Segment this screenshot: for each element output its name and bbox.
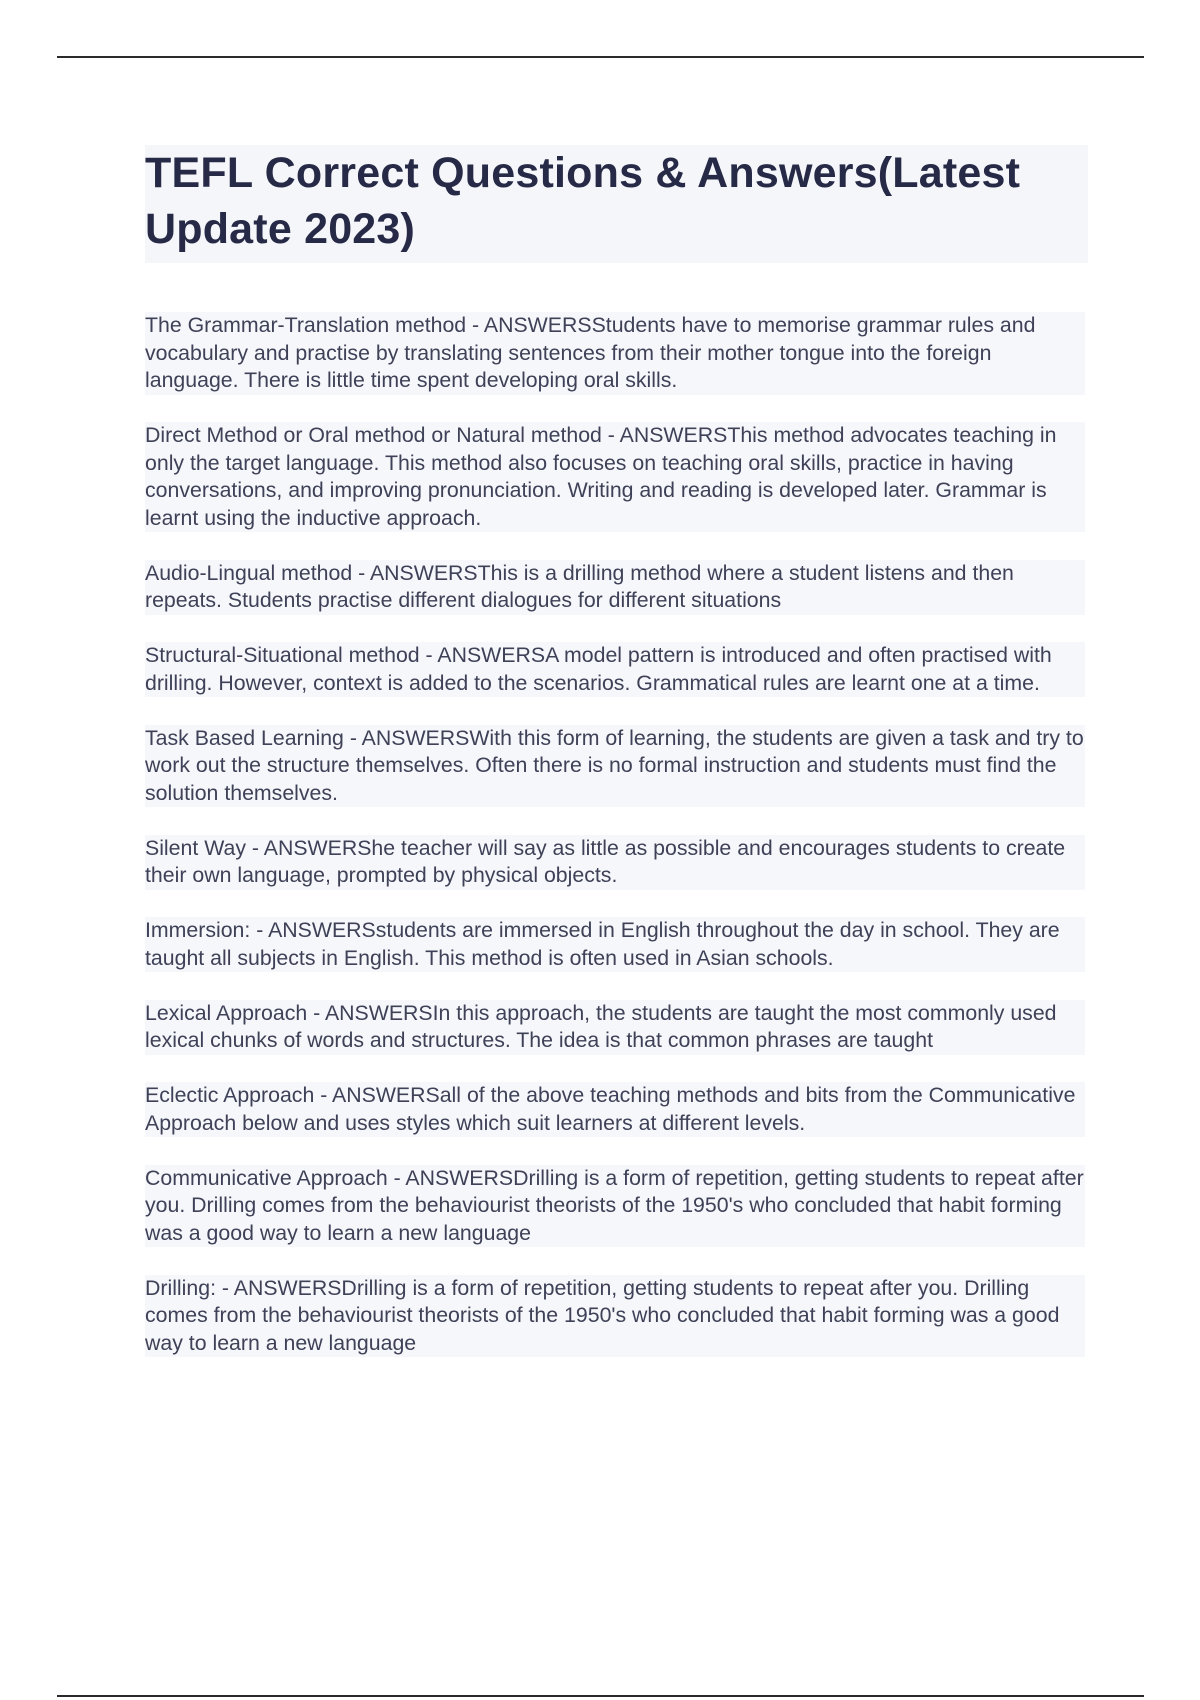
qa-list	[145, 312, 1085, 1357]
qa-entry-direct-method: Direct Method or Oral method or Natural method - ANSWERSThis method advocates teaching in only the target language. This method also focuses on teaching oral skills, practice in having conversations, and improving pronunciation. Writing and reading is developed later. Grammar is learnt using the inductive approach.	[145, 422, 1085, 532]
footer-rule	[57, 1695, 1144, 1697]
title-block	[145, 145, 1088, 263]
qa-entry-eclectic-approach: Eclectic Approach - ANSWERSall of the above teaching methods and bits from the Communicative Approach below and uses styles which suit learners at different levels.	[145, 1082, 1085, 1137]
qa-entry-grammar-translation: The Grammar-Translation method - ANSWERSStudents have to memorise grammar rules and vocabulary and practise by translating sentences from their mother tongue into the foreign language. There is little time spent developing oral skills.	[145, 312, 1085, 395]
qa-entry-drilling: Drilling: - ANSWERSDrilling is a form of repetition, getting students to repeat after you. Drilling comes from the behaviourist theorists of the 1950's who concluded that habit forming was a good way to learn a new language	[145, 1275, 1085, 1358]
page-title: TEFL Correct Questions & Answers(Latest Update 2023)	[145, 149, 1021, 253]
qa-entry-structural-situational: Structural-Situational method - ANSWERSA model pattern is introduced and often practised with drilling. However, context is added to the scenarios. Grammatical rules are learnt one at a time.	[145, 642, 1085, 697]
qa-entry-immersion: Immersion: - ANSWERSstudents are immersed in English throughout the day in school. They are taught all subjects in English. This method is often used in Asian schools.	[145, 917, 1085, 972]
qa-entry-communicative-approach: Communicative Approach - ANSWERSDrilling is a form of repetition, getting students to repeat after you. Drilling comes from the behaviourist theorists of the 1950's who concluded that habit forming was a good way to learn a new language	[145, 1165, 1085, 1248]
header-rule	[57, 56, 1144, 58]
qa-entry-lexical-approach: Lexical Approach - ANSWERSIn this approach, the students are taught the most commonly used lexical chunks of words and structures. The idea is that common phrases are taught	[145, 1000, 1085, 1055]
qa-entry-audio-lingual: Audio-Lingual method - ANSWERSThis is a drilling method where a student listens and then repeats. Students practise different dialogues for different situations	[145, 560, 1085, 615]
qa-entry-silent-way: Silent Way - ANSWERShe teacher will say as little as possible and encourages students to create their own language, prompted by physical objects.	[145, 835, 1085, 890]
qa-entry-task-based-learning: Task Based Learning - ANSWERSWith this form of learning, the students are given a task and try to work out the structure themselves. Often there is no formal instruction and students must find the solution themselves.	[145, 725, 1085, 808]
